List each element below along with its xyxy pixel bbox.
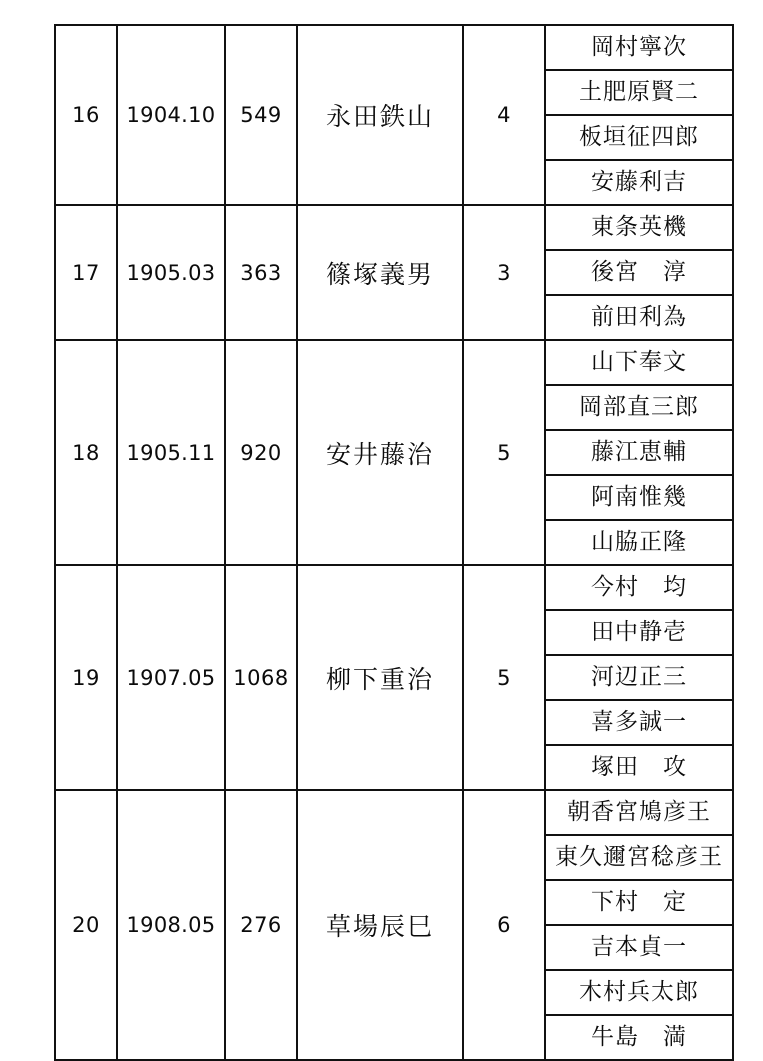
cell-count: 4: [463, 25, 545, 205]
table-container: [54, 24, 732, 1061]
cell-member: 河辺正三: [545, 655, 733, 700]
cell-date: 1905.03: [117, 205, 225, 340]
cell-number: 363: [225, 205, 297, 340]
cell-date: 1907.05: [117, 565, 225, 790]
cell-number: 549: [225, 25, 297, 205]
cell-member: 東久邇宮稔彦王: [545, 835, 733, 880]
cell-index: 20: [55, 790, 117, 1060]
table-row: [55, 790, 733, 835]
table-row: [55, 340, 733, 385]
cell-name: 永田鉄山: [297, 25, 463, 205]
cell-index: 18: [55, 340, 117, 565]
cell-member: 吉本貞一: [545, 925, 733, 970]
cell-member: 藤江恵輔: [545, 430, 733, 475]
cell-name: 安井藤治: [297, 340, 463, 565]
cell-member: 下村 定: [545, 880, 733, 925]
cell-index: 16: [55, 25, 117, 205]
cell-member: 今村 均: [545, 565, 733, 610]
cell-name: 篠塚義男: [297, 205, 463, 340]
cell-number: 920: [225, 340, 297, 565]
cell-member: 安藤利吉: [545, 160, 733, 205]
cell-count: 3: [463, 205, 545, 340]
table-row: [55, 25, 733, 70]
table-body: [55, 25, 733, 1060]
cell-count: 5: [463, 565, 545, 790]
cell-name: 柳下重治: [297, 565, 463, 790]
cell-member: 岡村寧次: [545, 25, 733, 70]
cell-member: 岡部直三郎: [545, 385, 733, 430]
cell-date: 1905.11: [117, 340, 225, 565]
cell-count: 6: [463, 790, 545, 1060]
table-row: [55, 565, 733, 610]
cell-member: 田中静壱: [545, 610, 733, 655]
table-row: [55, 205, 733, 250]
data-table: [54, 24, 734, 1061]
cell-date: 1904.10: [117, 25, 225, 205]
cell-member: 木村兵太郎: [545, 970, 733, 1015]
cell-member: 土肥原賢二: [545, 70, 733, 115]
cell-member: 塚田 攻: [545, 745, 733, 790]
cell-name: 草場辰巳: [297, 790, 463, 1060]
cell-member: 牛島 満: [545, 1015, 733, 1060]
cell-member: 阿南惟幾: [545, 475, 733, 520]
cell-member: 喜多誠一: [545, 700, 733, 745]
cell-index: 17: [55, 205, 117, 340]
cell-number: 1068: [225, 565, 297, 790]
cell-member: 板垣征四郎: [545, 115, 733, 160]
cell-date: 1908.05: [117, 790, 225, 1060]
cell-member: 山脇正隆: [545, 520, 733, 565]
cell-count: 5: [463, 340, 545, 565]
cell-member: 後宮 淳: [545, 250, 733, 295]
cell-member: 東条英機: [545, 205, 733, 250]
cell-index: 19: [55, 565, 117, 790]
cell-number: 276: [225, 790, 297, 1060]
cell-member: 山下奉文: [545, 340, 733, 385]
cell-member: 朝香宮鳩彦王: [545, 790, 733, 835]
cell-member: 前田利為: [545, 295, 733, 340]
